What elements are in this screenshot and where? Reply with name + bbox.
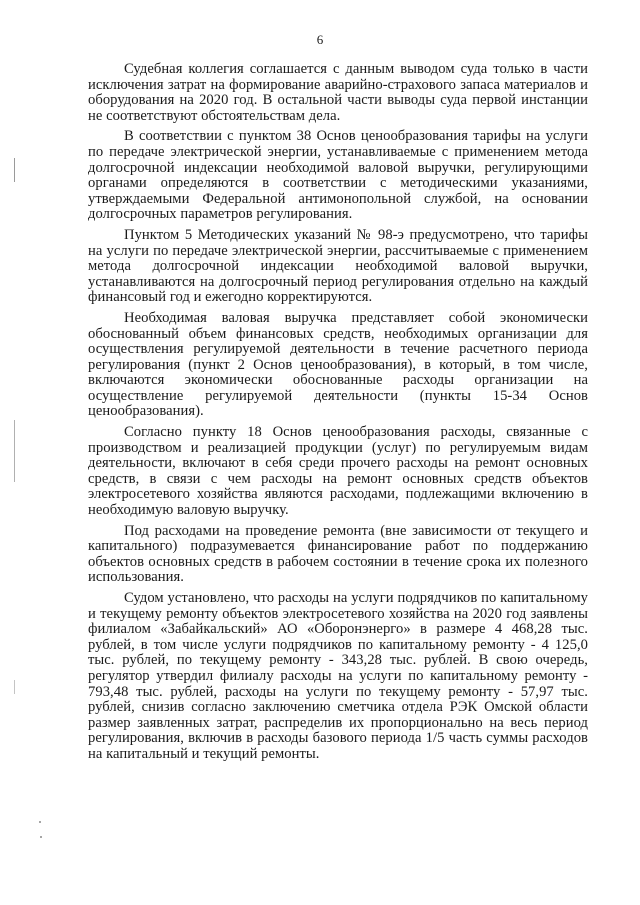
scan-margin-mark xyxy=(14,158,15,182)
scan-speck xyxy=(40,836,42,838)
document-body xyxy=(88,62,588,768)
paragraph: В соответствии с пунктом 38 Основ ценообразования тарифы на услуги по передаче электрической энергии, устанавливаемые с применением метода долгосрочной индексации необходимой валовой выручки, регулирующими органами определяются в соответствии с методическими указаниями, утверждаемыми Федеральной антимонопольной службой, на основании долгосрочных параметров регулирования. xyxy=(88,128,588,223)
paragraph: Согласно пункту 18 Основ ценообразования расходы, связанные с производством и реализацией продукции (услуг) по регулируемым видам деятельности, включают в себя среди прочего расходы на ремонт основных средств, в связи с чем расходы на ремонт основных средств объектов электросетевого хозяйства являются расходами, подлежащими включению в необходимую валовую выручку. xyxy=(88,424,588,519)
paragraph: Необходимая валовая выручка представляет собой экономически обоснованный объем финансовых средств, необходимых организации для осуществления регулируемой деятельности в течение расчетного периода регулирования (пункт 2 Основ ценообразования), в который, в том числе, включаются экономически обоснованные расходы организации на осуществление регулируемой деятельности (пункты 15-34 Основ ценообразования). xyxy=(88,309,588,420)
paragraph: Судом установлено, что расходы на услуги подрядчиков по капитальному и текущему ремонту объектов электросетевого хозяйства на 2020 год заявлены филиалом «Забайкальский» АО «Оборонэнерго» в размере 4 468,28 тыс. рублей, в том числе услуги подрядчиков по капитальному ремонту - 4 125,0 тыс. рублей, по текущему ремонту - 343,28 тыс. рублей. В свою очередь, регулятор утвердил филиалу расходы на услуги по капитальному ремонту - 793,48 тыс. рублей, расходы на услуги по текущему ремонту - 57,97 тыс. рублей, снизив согласно заключению сметчика отдела РЭК Омской области размер заявленных затрат, распределив их пропорционально на весь период регулирования, включив в расходы базового периода 1/5 часть суммы расходов на капитальный и текущий ремонты. xyxy=(88,590,588,762)
paragraph: Судебная коллегия соглашается с данным выводом суда только в части исключения затрат на формирование аварийно-страхового запаса материалов и оборудования на 2020 год. В остальной части выводы суда первой инстанции не соответствуют обстоятельствам дела. xyxy=(88,61,588,124)
scan-margin-mark xyxy=(14,680,15,694)
paragraph: Под расходами на проведение ремонта (вне зависимости от текущего и капитального) подразумевается финансирование работ по поддержанию объектов основных средств в рабочем состоянии в течение срока их полезного использования. xyxy=(88,522,588,586)
scan-margin-mark xyxy=(14,420,15,482)
paragraph: Пунктом 5 Методических указаний № 98-э предусмотрено, что тарифы на услуги по передаче электрической энергии, рассчитываемые с применением метода долгосрочной индексации необходимой валовой выручки, устанавливаются на долгосрочный период регулирования отдельно на каждый финансовый год и ежегодно корректируются. xyxy=(88,226,588,306)
scan-speck xyxy=(39,821,41,823)
page-number: 6 xyxy=(316,32,324,47)
